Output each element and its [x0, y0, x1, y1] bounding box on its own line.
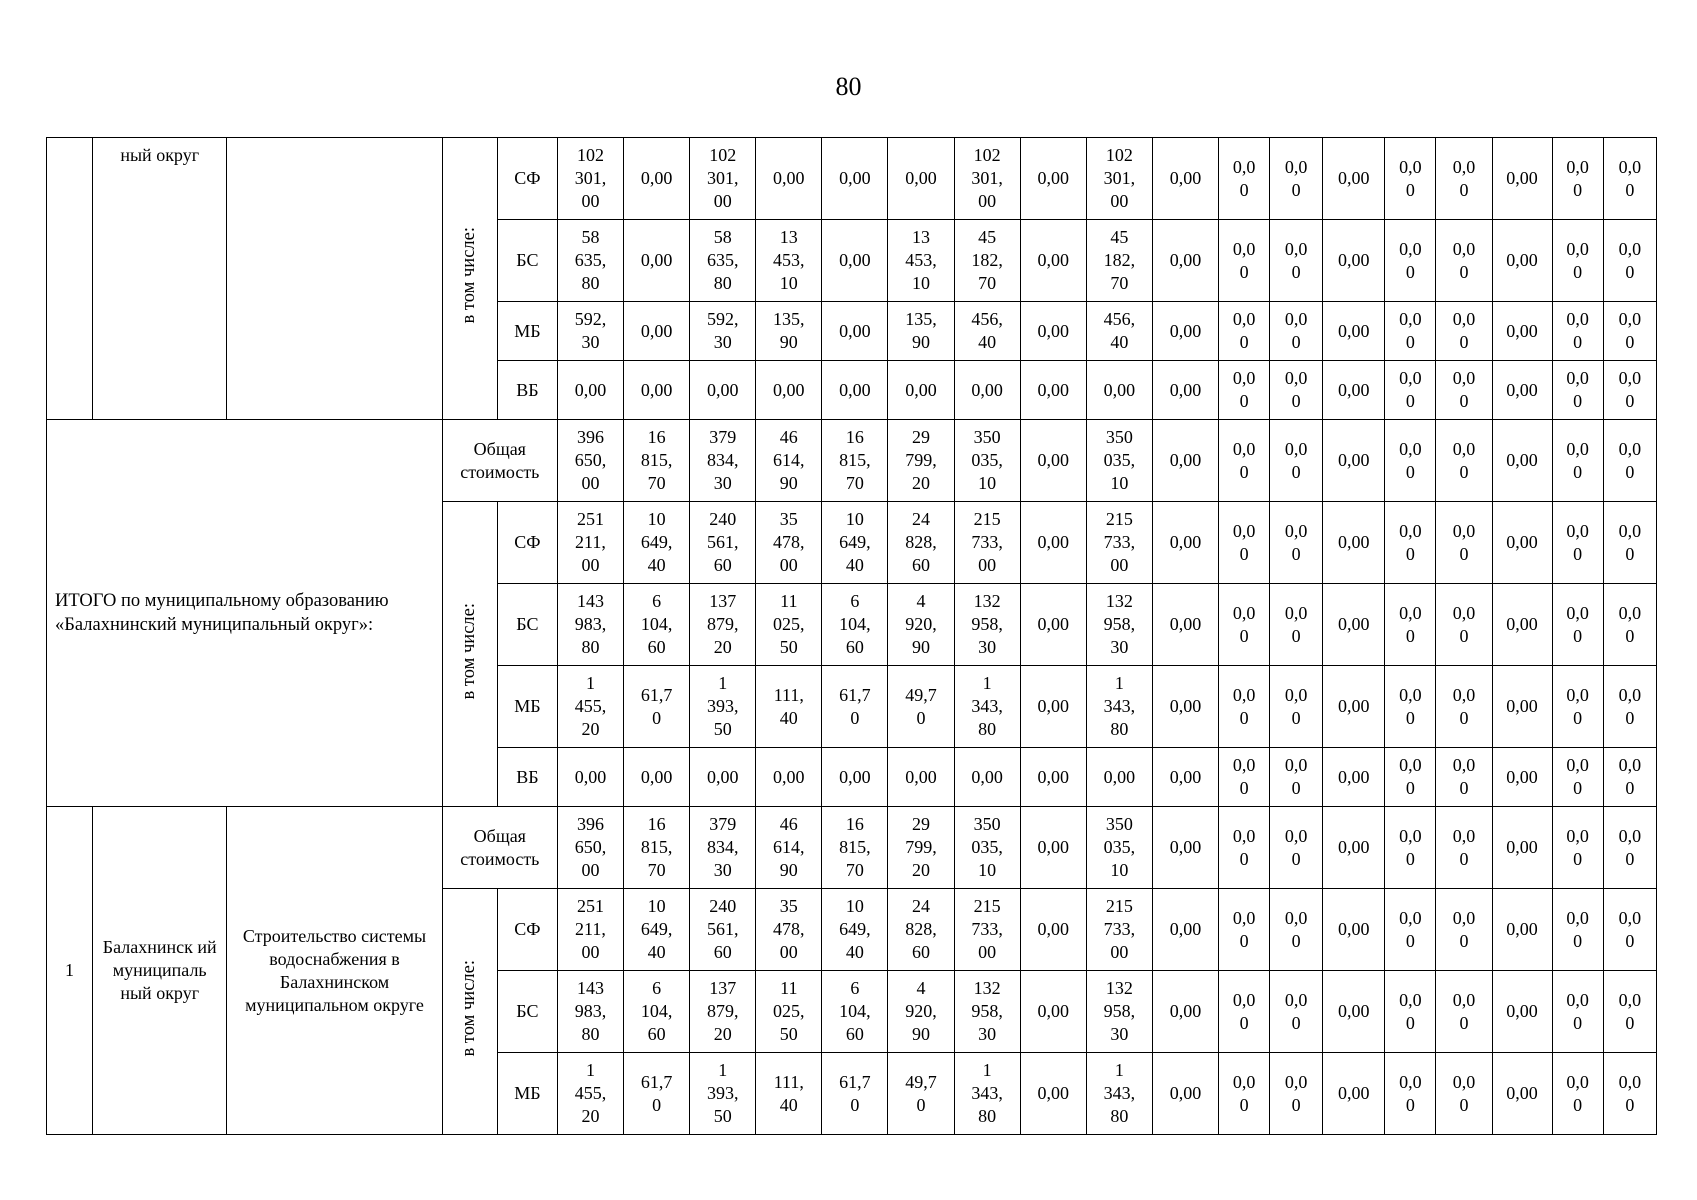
value-cell: 1 393, 50 — [690, 1053, 756, 1135]
value-cell: 0,0 0 — [1552, 138, 1603, 220]
value-cell: 0,0 0 — [1436, 584, 1492, 666]
value-cell: 0,0 0 — [1270, 748, 1323, 807]
value-cell: 1 343, 80 — [954, 1053, 1020, 1135]
value-cell: 0,00 — [1323, 220, 1385, 302]
value-cell: 0,00 — [1020, 220, 1086, 302]
value-cell: 0,0 0 — [1270, 502, 1323, 584]
value-cell: 0,00 — [954, 748, 1020, 807]
including-cell — [442, 889, 497, 1135]
value-cell: 0,00 — [822, 220, 888, 302]
value-cell: 0,0 0 — [1552, 1053, 1603, 1135]
value-cell: 0,00 — [1492, 807, 1552, 889]
value-cell: 46 614, 90 — [756, 420, 822, 502]
value-cell: 35 478, 00 — [756, 889, 822, 971]
value-cell: 0,00 — [1152, 502, 1218, 584]
value-cell: 251 211, 00 — [557, 502, 623, 584]
value-cell: 6 104, 60 — [822, 971, 888, 1053]
value-cell: 0,0 0 — [1603, 748, 1656, 807]
value-cell: 111, 40 — [756, 666, 822, 748]
value-cell: 0,0 0 — [1219, 220, 1270, 302]
funding-source-label: БС — [497, 971, 557, 1053]
value-cell: 0,00 — [1323, 138, 1385, 220]
including-label: в том числе: — [459, 602, 480, 700]
value-cell: 396 650, 00 — [557, 807, 623, 889]
value-cell: 6 104, 60 — [624, 971, 690, 1053]
value-cell: 0,0 0 — [1219, 666, 1270, 748]
itogo-label-cell: ИТОГО по муниципальному образованию «Балахнинский муниципальный округ»: — [47, 420, 443, 807]
value-cell: 0,0 0 — [1219, 420, 1270, 502]
value-cell: 0,00 — [1323, 748, 1385, 807]
value-cell: 132 958, 30 — [954, 584, 1020, 666]
value-cell: 0,0 0 — [1270, 220, 1323, 302]
value-cell: 0,00 — [1323, 971, 1385, 1053]
value-cell: 143 983, 80 — [557, 971, 623, 1053]
value-cell: 29 799, 20 — [888, 420, 954, 502]
value-cell: 0,0 0 — [1385, 220, 1436, 302]
value-cell: 137 879, 20 — [690, 971, 756, 1053]
value-cell: 0,00 — [1323, 1053, 1385, 1135]
value-cell: 0,00 — [1492, 220, 1552, 302]
value-cell: 0,00 — [1152, 889, 1218, 971]
funding-source-label: БС — [497, 584, 557, 666]
value-cell: 0,00 — [1020, 971, 1086, 1053]
value-cell: 0,0 0 — [1436, 138, 1492, 220]
value-cell: 0,0 0 — [1219, 748, 1270, 807]
value-cell: 0,0 0 — [1436, 1053, 1492, 1135]
municipality-cell: ный округ — [93, 138, 227, 420]
value-cell: 215 733, 00 — [1086, 502, 1152, 584]
value-cell: 592, 30 — [557, 302, 623, 361]
table-row — [47, 807, 1657, 889]
value-cell: 0,0 0 — [1603, 220, 1656, 302]
value-cell: 0,00 — [1152, 138, 1218, 220]
value-cell: 0,0 0 — [1603, 666, 1656, 748]
value-cell: 10 649, 40 — [624, 502, 690, 584]
value-cell: 251 211, 00 — [557, 889, 623, 971]
value-cell: 0,00 — [1152, 302, 1218, 361]
value-cell: 0,0 0 — [1436, 971, 1492, 1053]
value-cell: 1 455, 20 — [557, 666, 623, 748]
value-cell: 0,0 0 — [1603, 971, 1656, 1053]
municipality-cell: Балахнинск ий муниципаль ный округ — [93, 807, 227, 1135]
value-cell: 0,0 0 — [1385, 666, 1436, 748]
value-cell: 0,00 — [1152, 666, 1218, 748]
value-cell: 0,00 — [1323, 420, 1385, 502]
value-cell: 0,00 — [888, 138, 954, 220]
value-cell: 215 733, 00 — [1086, 889, 1152, 971]
value-cell: 0,00 — [1323, 302, 1385, 361]
value-cell: 0,00 — [756, 361, 822, 420]
value-cell: 0,00 — [1020, 889, 1086, 971]
value-cell: 58 635, 80 — [690, 220, 756, 302]
value-cell: 0,00 — [1492, 302, 1552, 361]
value-cell: 0,0 0 — [1219, 138, 1270, 220]
value-cell: 0,00 — [822, 361, 888, 420]
including-label: в том числе: — [459, 960, 480, 1057]
value-cell: 35 478, 00 — [756, 502, 822, 584]
value-cell: 0,00 — [557, 748, 623, 807]
value-cell: 0,00 — [822, 302, 888, 361]
row-number-cell — [47, 138, 93, 420]
funding-source-label: СФ — [497, 138, 557, 220]
value-cell: 0,00 — [1492, 971, 1552, 1053]
funding-source-label: СФ — [497, 502, 557, 584]
table-row — [47, 138, 1657, 220]
value-cell: 0,0 0 — [1603, 138, 1656, 220]
value-cell: 1 343, 80 — [1086, 666, 1152, 748]
value-cell: 0,00 — [1492, 666, 1552, 748]
value-cell: 0,0 0 — [1603, 1053, 1656, 1135]
value-cell: 0,00 — [624, 748, 690, 807]
value-cell: 0,0 0 — [1385, 361, 1436, 420]
value-cell: 0,0 0 — [1270, 666, 1323, 748]
total-cost-label: Общая стоимость — [442, 807, 557, 889]
value-cell: 132 958, 30 — [1086, 971, 1152, 1053]
value-cell: 0,0 0 — [1552, 302, 1603, 361]
value-cell: 0,0 0 — [1603, 302, 1656, 361]
value-cell: 13 453, 10 — [888, 220, 954, 302]
value-cell: 0,00 — [690, 361, 756, 420]
value-cell: 0,00 — [1492, 361, 1552, 420]
value-cell: 0,00 — [624, 138, 690, 220]
value-cell: 102 301, 00 — [557, 138, 623, 220]
value-cell: 215 733, 00 — [954, 502, 1020, 584]
value-cell: 240 561, 60 — [690, 502, 756, 584]
value-cell: 0,0 0 — [1270, 138, 1323, 220]
value-cell: 132 958, 30 — [1086, 584, 1152, 666]
value-cell: 0,0 0 — [1552, 971, 1603, 1053]
value-cell: 0,0 0 — [1219, 971, 1270, 1053]
value-cell: 0,00 — [1020, 361, 1086, 420]
value-cell: 0,00 — [1152, 1053, 1218, 1135]
value-cell: 10 649, 40 — [822, 889, 888, 971]
value-cell: 0,00 — [1020, 807, 1086, 889]
value-cell: 0,0 0 — [1436, 502, 1492, 584]
value-cell: 0,00 — [1152, 584, 1218, 666]
value-cell: 0,0 0 — [1552, 220, 1603, 302]
value-cell: 0,00 — [1152, 420, 1218, 502]
row-number-cell: 1 — [47, 807, 93, 1135]
value-cell: 0,00 — [1323, 889, 1385, 971]
value-cell: 379 834, 30 — [690, 807, 756, 889]
value-cell: 0,0 0 — [1552, 420, 1603, 502]
value-cell: 16 815, 70 — [822, 420, 888, 502]
value-cell: 0,00 — [1020, 1053, 1086, 1135]
value-cell: 10 649, 40 — [822, 502, 888, 584]
value-cell: 0,0 0 — [1436, 420, 1492, 502]
value-cell: 46 614, 90 — [756, 807, 822, 889]
value-cell: 350 035, 10 — [1086, 807, 1152, 889]
value-cell: 61,7 0 — [624, 666, 690, 748]
value-cell: 45 182, 70 — [1086, 220, 1152, 302]
value-cell: 0,00 — [1020, 502, 1086, 584]
value-cell: 11 025, 50 — [756, 584, 822, 666]
funding-source-label: ВБ — [497, 748, 557, 807]
value-cell: 24 828, 60 — [888, 502, 954, 584]
value-cell: 0,00 — [822, 138, 888, 220]
value-cell: 49,7 0 — [888, 666, 954, 748]
value-cell: 0,0 0 — [1603, 420, 1656, 502]
value-cell: 16 815, 70 — [624, 807, 690, 889]
value-cell: 102 301, 00 — [1086, 138, 1152, 220]
value-cell: 0,0 0 — [1219, 807, 1270, 889]
value-cell: 0,0 0 — [1385, 748, 1436, 807]
value-cell: 0,0 0 — [1270, 420, 1323, 502]
value-cell: 0,00 — [1492, 889, 1552, 971]
value-cell: 111, 40 — [756, 1053, 822, 1135]
value-cell: 0,00 — [1492, 138, 1552, 220]
value-cell: 215 733, 00 — [954, 889, 1020, 971]
value-cell: 0,0 0 — [1219, 1053, 1270, 1135]
value-cell: 0,0 0 — [1436, 361, 1492, 420]
value-cell: 0,0 0 — [1385, 302, 1436, 361]
value-cell: 102 301, 00 — [954, 138, 1020, 220]
value-cell: 0,0 0 — [1436, 748, 1492, 807]
value-cell: 61,7 0 — [624, 1053, 690, 1135]
value-cell: 0,0 0 — [1219, 502, 1270, 584]
value-cell: 0,00 — [822, 748, 888, 807]
value-cell: 0,00 — [888, 361, 954, 420]
value-cell: 13 453, 10 — [756, 220, 822, 302]
including-cell — [442, 502, 497, 807]
value-cell: 0,00 — [624, 220, 690, 302]
value-cell: 0,00 — [1492, 420, 1552, 502]
value-cell: 0,00 — [1020, 584, 1086, 666]
value-cell: 0,0 0 — [1270, 971, 1323, 1053]
value-cell: 0,0 0 — [1436, 666, 1492, 748]
value-cell: 4 920, 90 — [888, 584, 954, 666]
value-cell: 0,0 0 — [1552, 361, 1603, 420]
value-cell: 0,0 0 — [1385, 1053, 1436, 1135]
total-cost-label: Общая стоимость — [442, 420, 557, 502]
value-cell: 16 815, 70 — [822, 807, 888, 889]
value-cell: 143 983, 80 — [557, 584, 623, 666]
value-cell: 0,0 0 — [1436, 302, 1492, 361]
value-cell: 58 635, 80 — [557, 220, 623, 302]
value-cell: 456, 40 — [954, 302, 1020, 361]
value-cell: 0,0 0 — [1270, 807, 1323, 889]
value-cell: 0,0 0 — [1552, 584, 1603, 666]
value-cell: 0,00 — [954, 361, 1020, 420]
value-cell: 0,00 — [624, 302, 690, 361]
funding-source-label: СФ — [497, 889, 557, 971]
value-cell: 0,0 0 — [1385, 420, 1436, 502]
table-row — [47, 420, 1657, 502]
value-cell: 137 879, 20 — [690, 584, 756, 666]
value-cell: 0,00 — [1020, 302, 1086, 361]
value-cell: 0,0 0 — [1219, 889, 1270, 971]
value-cell: 0,00 — [1152, 971, 1218, 1053]
funding-source-label: БС — [497, 220, 557, 302]
value-cell: 0,00 — [1152, 807, 1218, 889]
value-cell: 0,00 — [1152, 220, 1218, 302]
value-cell: 0,0 0 — [1552, 748, 1603, 807]
value-cell: 456, 40 — [1086, 302, 1152, 361]
value-cell: 0,0 0 — [1219, 302, 1270, 361]
value-cell: 0,0 0 — [1436, 220, 1492, 302]
value-cell: 0,0 0 — [1436, 889, 1492, 971]
value-cell: 0,00 — [1323, 807, 1385, 889]
value-cell: 0,0 0 — [1270, 1053, 1323, 1135]
value-cell: 350 035, 10 — [954, 807, 1020, 889]
value-cell: 0,00 — [1323, 666, 1385, 748]
value-cell: 0,00 — [557, 361, 623, 420]
value-cell: 0,00 — [1020, 420, 1086, 502]
value-cell: 0,0 0 — [1270, 302, 1323, 361]
value-cell: 0,0 0 — [1436, 807, 1492, 889]
value-cell: 0,0 0 — [1385, 584, 1436, 666]
value-cell: 0,0 0 — [1385, 138, 1436, 220]
value-cell: 0,0 0 — [1219, 361, 1270, 420]
value-cell: 11 025, 50 — [756, 971, 822, 1053]
project-cell — [227, 138, 442, 420]
funding-source-label: МБ — [497, 666, 557, 748]
funding-source-label: МБ — [497, 1053, 557, 1135]
value-cell: 0,0 0 — [1270, 361, 1323, 420]
funding-source-label: МБ — [497, 302, 557, 361]
value-cell: 29 799, 20 — [888, 807, 954, 889]
value-cell: 0,0 0 — [1603, 502, 1656, 584]
value-cell: 132 958, 30 — [954, 971, 1020, 1053]
value-cell: 24 828, 60 — [888, 889, 954, 971]
value-cell: 0,00 — [888, 748, 954, 807]
value-cell: 0,0 0 — [1219, 584, 1270, 666]
value-cell: 0,0 0 — [1385, 502, 1436, 584]
value-cell: 1 393, 50 — [690, 666, 756, 748]
value-cell: 0,0 0 — [1552, 889, 1603, 971]
value-cell: 0,00 — [1323, 361, 1385, 420]
value-cell: 0,00 — [1152, 361, 1218, 420]
value-cell: 0,0 0 — [1603, 361, 1656, 420]
value-cell: 396 650, 00 — [557, 420, 623, 502]
value-cell: 0,00 — [1020, 748, 1086, 807]
value-cell: 240 561, 60 — [690, 889, 756, 971]
value-cell: 0,00 — [756, 748, 822, 807]
budget-table — [46, 137, 1657, 1135]
value-cell: 0,00 — [1492, 502, 1552, 584]
value-cell: 6 104, 60 — [822, 584, 888, 666]
including-label: в том числе: — [459, 227, 480, 324]
page-number: 80 — [835, 72, 862, 101]
value-cell: 0,0 0 — [1552, 807, 1603, 889]
value-cell: 0,00 — [1086, 748, 1152, 807]
value-cell: 0,00 — [1323, 584, 1385, 666]
value-cell: 0,0 0 — [1603, 584, 1656, 666]
value-cell: 0,00 — [1152, 748, 1218, 807]
value-cell: 0,00 — [1492, 1053, 1552, 1135]
value-cell: 0,00 — [690, 748, 756, 807]
value-cell: 135, 90 — [888, 302, 954, 361]
value-cell: 0,00 — [1492, 748, 1552, 807]
value-cell: 135, 90 — [756, 302, 822, 361]
value-cell: 0,0 0 — [1385, 889, 1436, 971]
value-cell: 592, 30 — [690, 302, 756, 361]
including-cell — [442, 138, 497, 420]
value-cell: 45 182, 70 — [954, 220, 1020, 302]
value-cell: 0,00 — [624, 361, 690, 420]
value-cell: 1 343, 80 — [954, 666, 1020, 748]
value-cell: 0,0 0 — [1385, 807, 1436, 889]
value-cell: 0,0 0 — [1603, 889, 1656, 971]
value-cell: 0,0 0 — [1385, 971, 1436, 1053]
value-cell: 0,0 0 — [1603, 807, 1656, 889]
value-cell: 350 035, 10 — [954, 420, 1020, 502]
value-cell: 379 834, 30 — [690, 420, 756, 502]
value-cell: 0,00 — [1492, 584, 1552, 666]
value-cell: 1 455, 20 — [557, 1053, 623, 1135]
value-cell: 0,00 — [1020, 138, 1086, 220]
value-cell: 49,7 0 — [888, 1053, 954, 1135]
value-cell: 0,00 — [1086, 361, 1152, 420]
value-cell: 0,0 0 — [1552, 502, 1603, 584]
value-cell: 6 104, 60 — [624, 584, 690, 666]
value-cell: 0,0 0 — [1552, 666, 1603, 748]
value-cell: 1 343, 80 — [1086, 1053, 1152, 1135]
value-cell: 0,0 0 — [1270, 889, 1323, 971]
value-cell: 0,0 0 — [1270, 584, 1323, 666]
value-cell: 4 920, 90 — [888, 971, 954, 1053]
value-cell: 0,00 — [1020, 666, 1086, 748]
value-cell: 16 815, 70 — [624, 420, 690, 502]
value-cell: 61,7 0 — [822, 666, 888, 748]
value-cell: 61,7 0 — [822, 1053, 888, 1135]
value-cell: 102 301, 00 — [690, 138, 756, 220]
project-cell: Строительство системы водоснабжения в Балахнинском муниципальном округе — [227, 807, 442, 1135]
value-cell: 0,00 — [1323, 502, 1385, 584]
value-cell: 0,00 — [756, 138, 822, 220]
value-cell: 10 649, 40 — [624, 889, 690, 971]
funding-source-label: ВБ — [497, 361, 557, 420]
value-cell: 350 035, 10 — [1086, 420, 1152, 502]
